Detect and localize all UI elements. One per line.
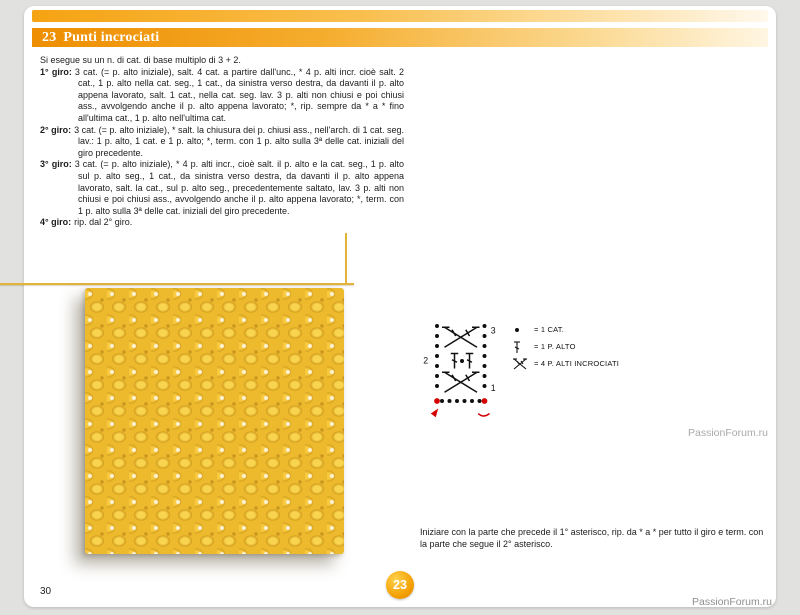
round-4-label: 4° giro: xyxy=(40,217,72,228)
round-2-label: 2° giro: xyxy=(40,124,72,135)
yarn-thread-horizontal xyxy=(0,283,354,285)
crochet-swatch-photo xyxy=(85,288,344,554)
chapter-title-bar xyxy=(32,28,768,47)
chain-dot-icon xyxy=(512,324,534,336)
round-1 xyxy=(40,67,404,125)
crochet-chart-diagram xyxy=(420,316,504,426)
legend-text-crossed: = 4 P. ALTI INCROCIATI xyxy=(534,359,620,368)
round-3-label: 3° giro: xyxy=(40,159,72,170)
top-accent-bar xyxy=(32,10,768,22)
row-number-1: 1 xyxy=(490,383,496,393)
treble-icon xyxy=(512,340,534,354)
legend-text-chain: = 1 CAT. xyxy=(534,325,565,334)
round-1-text: 3 cat. (= p. alto iniziale), salt. 4 cat. a partire dall'unc., * 4 p. alti incr. cioè salt. 2 cat., 1 p. alto nella cat. seg., 1 cat., da sinistra verso destra, da davanti il p. alto appena lavorato, salt. 1 cat., nella cat. seg. lav. 3 p. alti non chiusi e poi chiusi ass., avvolgendo anche il p. alto appena lavorato; *, rip. sempre da * a * fino all'ultima cat., 1 p. alto nell'ultima cat. xyxy=(74,66,404,123)
round-3-text: 3 cat. (= p. alto iniziale), * 4 p. alti incr., cioè salt. il p. alto e la cat. seg., 1 p. alto sul p. alto seg., 1 cat., da sinistra verso destra, da davanti il p. alto appena lavorato, salt. la cat., sul p. alto seg., precedentemente saltato, lav. 3 p. alti non chiusi e poi chiusi ass., avvolgendo anche il p. alto appena lavorato; *, term. con 1 p. alto sulla 3ª delle cat. iniziali del giro precedente. xyxy=(74,159,404,216)
watermark-middle: PassionForum.ru xyxy=(688,427,768,439)
chapter-badge: 23 xyxy=(386,571,414,599)
legend-text-treble: = 1 P. ALTO xyxy=(534,342,576,351)
watermark-bottom: PassionForum.ru xyxy=(692,596,772,608)
row-number-2: 2 xyxy=(423,355,429,366)
round-2 xyxy=(40,125,404,160)
round-4 xyxy=(40,217,404,229)
legend-item-treble xyxy=(512,338,692,355)
round-2-text: 3 cat. (= p. alto iniziale), * salt. la chiusura dei p. chiusi ass., nell'arch. di 1 cat. seg. lav.: 1 p. alto, 1 cat. e 1 p. alto; *, term. con 1 p. alto sulla 3ª delle cat. iniziali del giro precedente. xyxy=(74,124,404,158)
chart-symbols-icon xyxy=(420,316,504,426)
footer-note: Iniziare con la parte che precede il 1° asterisco, rip. da * a * per tutto il giro e term. con la parte che segue il 2° asterisco. xyxy=(420,527,764,549)
legend-item-crossed xyxy=(512,355,692,372)
yarn-thread-vertical xyxy=(345,233,347,285)
intro-line: Si esegue su un n. di cat. di base multiplo di 3 + 2. xyxy=(40,55,241,65)
round-1-label: 1° giro: xyxy=(40,66,72,77)
round-3 xyxy=(40,159,404,217)
crossed-trebles-icon xyxy=(512,356,534,372)
instructions-column xyxy=(40,55,404,229)
round-4-text: rip. dal 2° giro. xyxy=(74,217,133,228)
page-number: 30 xyxy=(40,586,52,597)
chapter-number: 23 xyxy=(42,30,57,45)
row-number-3: 3 xyxy=(490,325,496,336)
chart-legend xyxy=(512,321,692,372)
page-title: Punti incrociati xyxy=(63,30,160,45)
legend-item-chain xyxy=(512,321,692,338)
